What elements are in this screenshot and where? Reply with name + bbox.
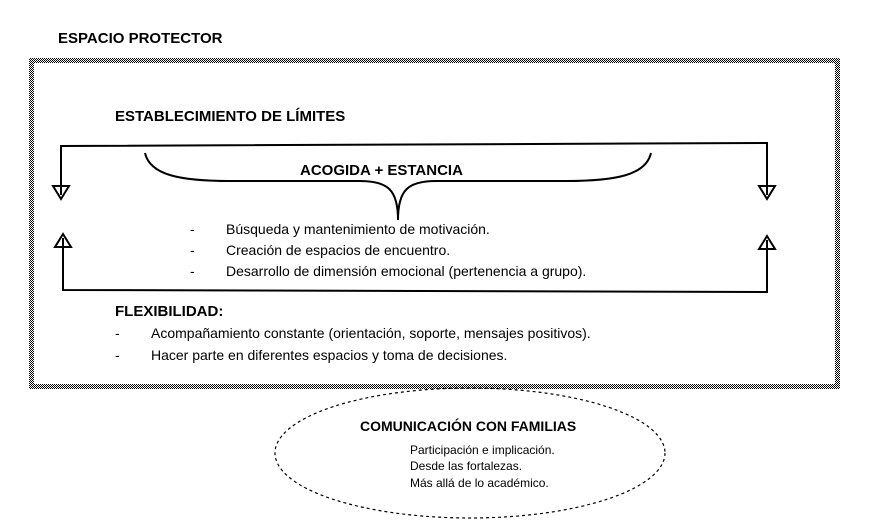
- acogida-item-2: Creación de espacios de encuentro.: [226, 242, 451, 258]
- acogida-item-1: Búsqueda y mantenimiento de motivación.: [226, 221, 490, 237]
- list-item: [190, 242, 450, 258]
- flexibilidad-item-2: Hacer parte en diferentes espacios y toma de decisiones.: [151, 347, 508, 363]
- comunicacion-title: COMUNICACIÓN CON FAMILIAS: [360, 418, 577, 434]
- acogida-item-3: Desarrollo de dimensión emocional (pertenencia a grupo).: [226, 263, 587, 279]
- espacio-protector-title: ESPACIO PROTECTOR: [58, 30, 223, 47]
- bullet-dash: -: [190, 242, 195, 258]
- list-item: [190, 221, 490, 237]
- limites-title: ESTABLECIMIENTO DE LÍMITES: [115, 108, 346, 125]
- bullet-dash: -: [115, 325, 120, 341]
- list-item: [190, 263, 586, 279]
- flexibilidad-item-1: Acompañamiento constante (orientación, soporte, mensajes positivos).: [151, 325, 591, 341]
- bullet-dash: -: [115, 347, 120, 363]
- comunicacion-item-1: Participación e implicación.: [410, 443, 555, 457]
- flexibilidad-title: FLEXIBILIDAD:: [115, 303, 224, 320]
- comunicacion-item-3: Más allá de lo académico.: [410, 476, 549, 490]
- bullet-dash: -: [190, 263, 195, 279]
- list-item: [115, 325, 591, 341]
- comunicacion-item-2: Desde las fortalezas.: [410, 459, 523, 473]
- bullet-dash: -: [190, 221, 195, 237]
- acogida-title: ACOGIDA + ESTANCIA: [300, 162, 463, 179]
- list-item: [115, 347, 507, 363]
